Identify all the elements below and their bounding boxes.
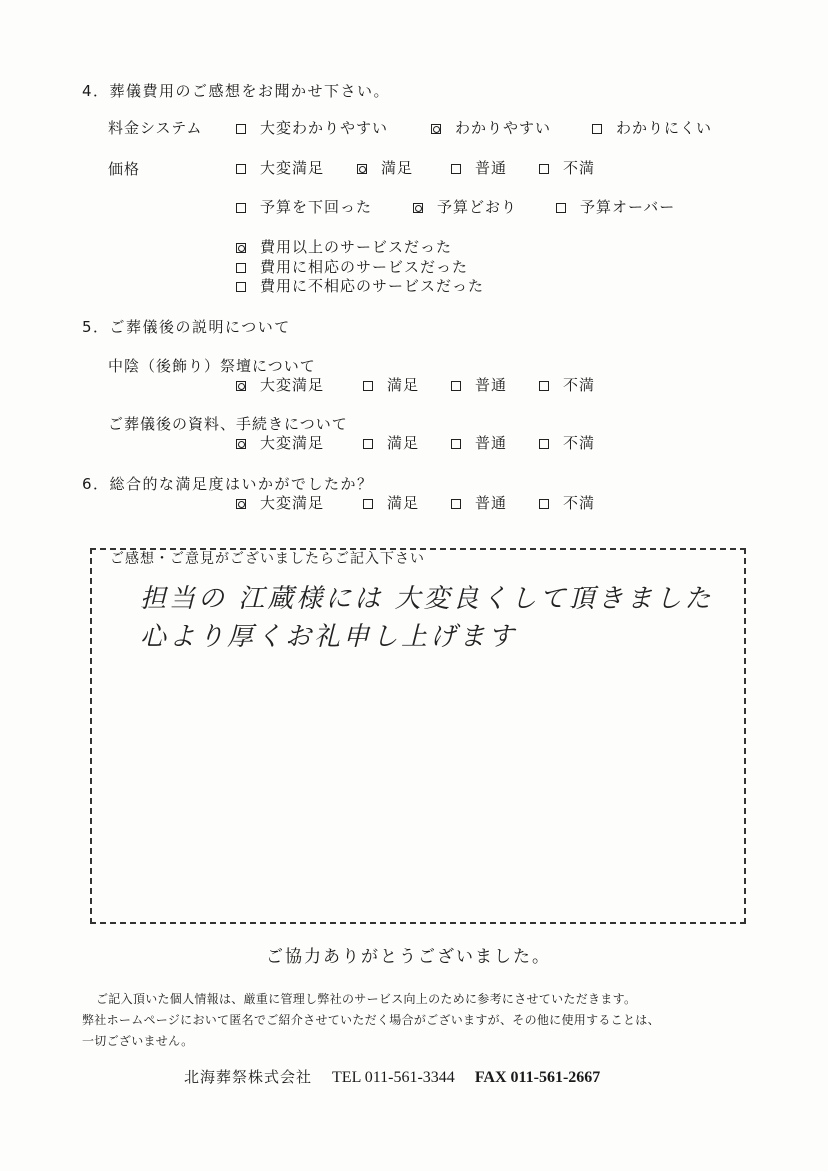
- price-option-satisfied[interactable]: 満足: [357, 157, 413, 178]
- checked-checkbox-icon: [236, 439, 246, 449]
- footer: [184, 1066, 600, 1087]
- checkbox-icon: [236, 164, 246, 174]
- checkbox-icon: [451, 499, 461, 509]
- checked-checkbox-icon: [357, 164, 367, 174]
- checked-checkbox-icon: [236, 243, 246, 253]
- checkbox-icon: [556, 203, 566, 213]
- checkbox-icon: [539, 499, 549, 509]
- checked-checkbox-icon: [236, 381, 246, 391]
- checkbox-icon: [363, 499, 373, 509]
- fax-number: FAX 011-561-2667: [474, 1069, 601, 1086]
- fee-system-label: 料金システム: [108, 119, 203, 137]
- q6-satisfied[interactable]: 満足: [363, 492, 419, 513]
- q5-sub1-label: 中陰（後飾り）祭壇について: [108, 357, 316, 375]
- q5-sub1-dissatisfied[interactable]: 不満: [539, 374, 595, 395]
- checkbox-icon: [539, 164, 549, 174]
- checkbox-icon: [236, 263, 246, 273]
- privacy-notice-line-1: ご記入頂いた個人情報は、厳重に管理し弊社のサービス向上のために参考にさせていただきます。: [96, 992, 637, 1006]
- price-option-dissatisfied[interactable]: 不満: [539, 157, 595, 178]
- q5-title: 5．ご葬儀後の説明について: [82, 318, 291, 336]
- budget-option-over[interactable]: 予算オーバー: [556, 196, 675, 217]
- checkbox-icon: [363, 381, 373, 391]
- checkbox-icon: [451, 439, 461, 449]
- checkbox-icon: [539, 439, 549, 449]
- comment-title: ご感想・ご意見がございましたらご記入下さい: [110, 551, 425, 567]
- fee-option-very-clear[interactable]: 大変わかりやすい: [236, 117, 388, 138]
- company-name: 北海葬祭株式会社: [184, 1068, 313, 1086]
- q5-sub2-satisfied[interactable]: 満足: [363, 432, 419, 453]
- q5-sub2-label: ご葬儀後の資料、手続きについて: [108, 415, 348, 433]
- q5-sub2-very-satisfied[interactable]: 大変満足: [236, 432, 324, 453]
- q5-sub1-very-satisfied[interactable]: 大変満足: [236, 374, 324, 395]
- fee-option-unclear[interactable]: わかりにくい: [592, 117, 712, 138]
- q5-sub2-dissatisfied[interactable]: 不満: [539, 432, 595, 453]
- price-label: 価格: [108, 160, 141, 178]
- service-option-below[interactable]: 費用に不相応のサービスだった: [236, 275, 484, 296]
- thanks-message: ご協力ありがとうございました。: [266, 947, 551, 967]
- checkbox-icon: [363, 439, 373, 449]
- q5-sub1-normal[interactable]: 普通: [451, 374, 507, 395]
- checkbox-icon: [236, 282, 246, 292]
- checkbox-icon: [539, 381, 549, 391]
- checked-checkbox-icon: [236, 499, 246, 509]
- checked-checkbox-icon: [431, 124, 441, 134]
- checkbox-icon: [236, 124, 246, 134]
- service-option-equal[interactable]: 費用に相応のサービスだった: [236, 256, 468, 277]
- checkbox-icon: [236, 203, 246, 213]
- q4-title: 4．葬儀費用のご感想をお聞かせ下さい。: [82, 82, 391, 100]
- price-option-normal[interactable]: 普通: [451, 157, 507, 178]
- handwritten-comment-line-1: 担当の 江蔵様には 大変良くして頂きました: [140, 584, 714, 614]
- checked-checkbox-icon: [413, 203, 423, 213]
- price-option-very-satisfied[interactable]: 大変満足: [236, 157, 324, 178]
- privacy-notice-line-3: 一切ございません。: [82, 1034, 194, 1048]
- q5-sub2-normal[interactable]: 普通: [451, 432, 507, 453]
- q6-very-satisfied[interactable]: 大変満足: [236, 492, 324, 513]
- checkbox-icon: [592, 124, 602, 134]
- budget-option-under[interactable]: 予算を下回った: [236, 196, 372, 217]
- q6-title: 6．総合的な満足度はいかがでしたか？: [82, 475, 374, 493]
- privacy-notice-line-2: 弊社ホームページにおいて匿名でご紹介させていただく場合がございますが、その他に使用することは、: [82, 1013, 660, 1027]
- tel-number: TEL 011-561-3344: [332, 1069, 455, 1086]
- checkbox-icon: [451, 164, 461, 174]
- fee-option-clear[interactable]: わかりやすい: [431, 117, 551, 138]
- q6-dissatisfied[interactable]: 不満: [539, 492, 595, 513]
- service-option-above[interactable]: 費用以上のサービスだった: [236, 236, 452, 257]
- q6-normal[interactable]: 普通: [451, 492, 507, 513]
- handwritten-comment-line-2: 心より厚くお礼申し上げます: [140, 622, 518, 652]
- checkbox-icon: [451, 381, 461, 391]
- budget-option-as-planned[interactable]: 予算どおり: [413, 196, 517, 217]
- q5-sub1-satisfied[interactable]: 満足: [363, 374, 419, 395]
